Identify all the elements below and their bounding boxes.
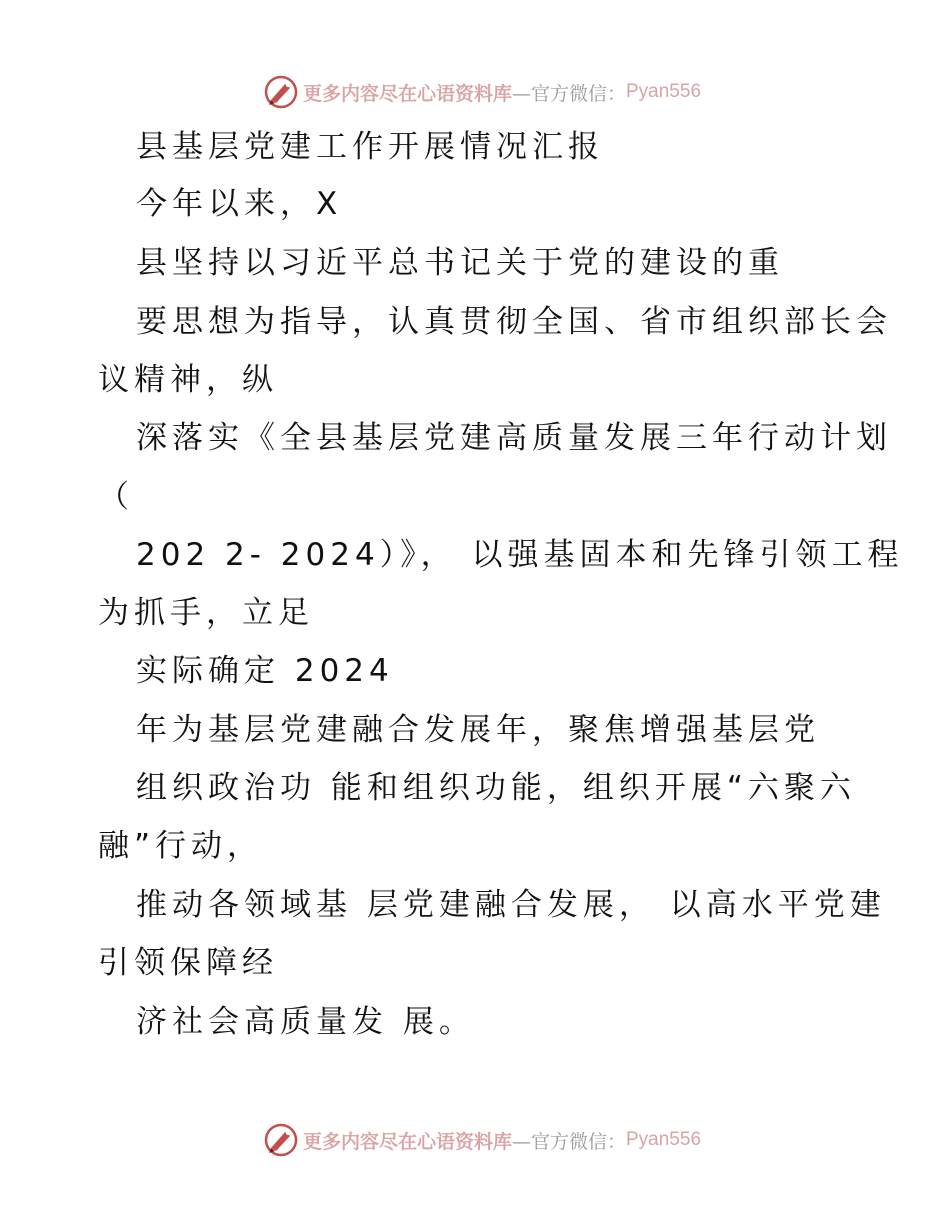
watermark-main-text: 更多内容尽在心语资料库 <box>302 82 512 105</box>
paragraph-line: 议精神，纵 <box>98 362 278 398</box>
pen-logo-icon <box>263 74 299 110</box>
paragraph-line: （ <box>98 479 134 515</box>
watermark-header <box>0 72 950 112</box>
watermark-footer <box>0 1120 950 1160</box>
pen-logo-icon <box>263 1122 299 1158</box>
watermark-sub-text: —官方微信： <box>511 1130 626 1153</box>
watermark-wechat-id: Pyan556 <box>626 81 702 102</box>
watermark-main-text: 更多内容尽在心语资料库 <box>302 1130 512 1153</box>
watermark-wechat-id: Pyan556 <box>626 1129 702 1150</box>
paragraph-line: 今年以来，X <box>136 186 343 222</box>
paragraph-line: 要思想为指导，认真贯彻全国、省市组织部长会 <box>136 304 892 340</box>
paragraph-line: 为抓手，立足 <box>98 595 314 631</box>
watermark-sub-text: —官方微信： <box>511 82 626 105</box>
paragraph-line: 202 2- 2024）》， 以强基固本和先锋引领工程 <box>136 537 904 573</box>
paragraph-line: 县坚持以习近平总书记关于党的建设的重 <box>136 245 784 281</box>
paragraph-line: 推动各领域基 层党建融合发展， 以高水平党建 <box>136 887 886 923</box>
paragraph-line: 年为基层党建融合发展年，聚焦增强基层党 <box>136 712 820 748</box>
document-title: 县基层党建工作开展情况汇报 <box>136 129 604 165</box>
paragraph-line: 组织政治功 能和组织功能，组织开展“六聚六 <box>136 770 856 806</box>
paragraph-line: 融”行动， <box>98 828 264 864</box>
paragraph-line: 实际确定 2024 <box>136 653 394 689</box>
paragraph-line: 引领保障经 <box>98 945 278 981</box>
paragraph-line: 济社会高质量发 展。 <box>136 1004 475 1040</box>
paragraph-line: 深落实《全县基层党建高质量发展三年行动计划 <box>136 420 892 456</box>
